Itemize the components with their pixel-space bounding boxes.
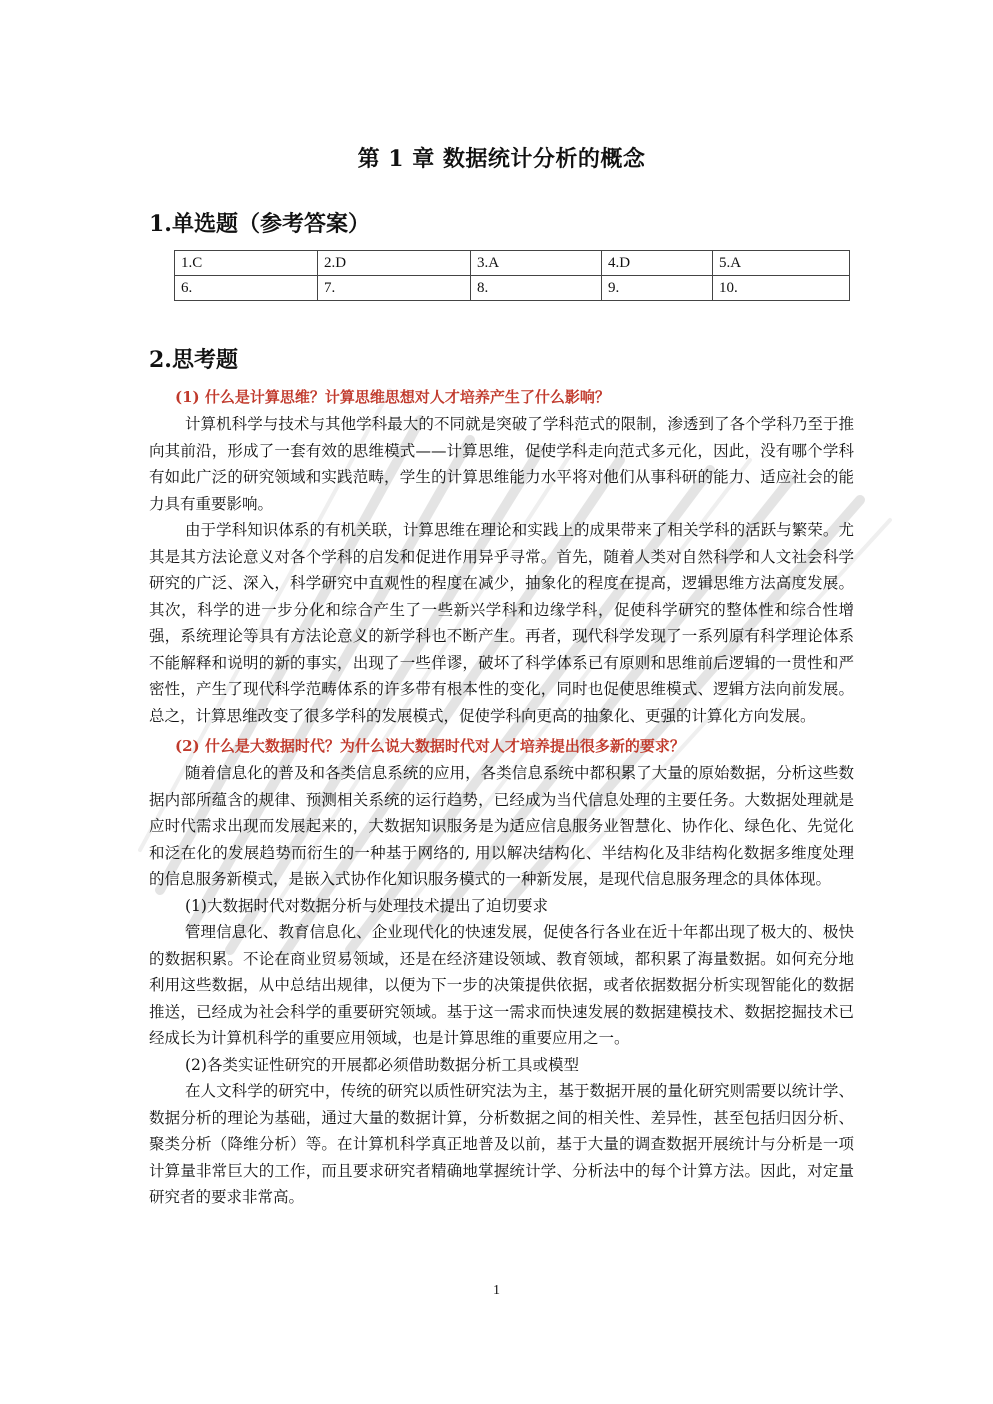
table-cell: 2.D [318, 251, 471, 276]
answer-table [174, 250, 850, 301]
table-cell: 7. [318, 276, 471, 301]
table-cell: 6. [175, 276, 318, 301]
page-number: 1 [493, 1283, 500, 1298]
table-row [175, 251, 850, 276]
question-1-paragraph-1: 计算机科学与技术与其他学科最大的不同就是突破了学科范式的限制，渗透到了各个学科乃至于推向其前沿，形成了一套有效的思维模式——计算思维，促使学科走向范式多元化，因此，没有哪个学科有如此广泛的研究领域和实践范畴，学生的计算思维能力水平将对他们从事科研的能力、适应社会的能力具有重要影响。 [149, 415, 854, 513]
section-title-thinking-questions: 2.思考题 [149, 347, 238, 373]
table-cell: 10. [713, 276, 850, 301]
question-2-paragraph-2: 管理信息化、教育信息化、企业现代化的快速发展，促使各行各业在近十年都出现了极大的、极快的数据积累。不论在商业贸易领域，还是在经济建设领域、教育领域，都积累了海量数据。如何充分地利用这些数据，从中总结出规律，以便为下一步的决策提供依据，或者依据数据分析实现智能化的数据推送，已经成为社会科学的重要研究领域。基于这一需求而快速发展的数据建模技术、数据挖掘技术已经成长为计算机科学的重要应用领域，也是计算思维的重要应用之一。 [149, 923, 854, 1047]
document-page [149, 130, 854, 1211]
question-2-paragraph-1: 随着信息化的普及和各类信息系统的应用，各类信息系统中都积累了大量的原始数据，分析这些数据内部所蕴含的规律、预测相关系统的运行趋势，已经成为当代信息处理的主要任务。大数据处理就是应时代需求出现而发展起来的，大数据知识服务是为适应信息服务业智慧化、协作化、绿色化、先觉化和泛在化的发展趋势而衍生的一种基于网络的, 用以解决结构化、半结构化及非结构化数据多维度处理的信息服务新模式，是嵌入式协作化知识服务模式的一种新发展，是现代信息服务理念的具体体现。 [149, 764, 854, 888]
table-cell: 8. [471, 276, 602, 301]
question-1-heading: (1) 什么是计算思维？计算思维思想对人才培养产生了什么影响？ [175, 388, 610, 406]
question-2-heading: (2) 什么是大数据时代？为什么说大数据时代对人才培养提出很多新的要求？ [175, 737, 685, 755]
chapter-title: 第 1 章 数据统计分析的概念 [357, 146, 646, 172]
table-cell: 4.D [602, 251, 713, 276]
question-1-paragraph-2: 由于学科知识体系的有机关联，计算思维在理论和实践上的成果带来了相关学科的活跃与繁荣。尤其是其方法论意义对各个学科的启发和促进作用异乎寻常。首先，随着人类对自然科学和人文社会科学研究的广泛、深入，科学研究中直观性的程度在减少，抽象化的程度在提高，逻辑思维方法高度发展。其次，科学的进一步分化和综合产生了一些新兴学科和边缘学科，促使科学研究的整体性和综合性增强，系统理论等具有方法论意义的新学科也不断产生。再者，现代科学发现了一系列原有科学理论体系不能解释和说明的新的事实，出现了一些佯谬，破坏了科学体系已有原则和思维前后逻辑的一贯性和严密性，产生了现代科学范畴体系的许多带有根本性的变化，同时也促使思维模式、逻辑方法向前发展。总之，计算思维改变了很多学科的发展模式，促使学科向更高的抽象化、更强的计算化方向发展。 [149, 521, 854, 725]
question-2-subheading-2: (2)各类实证性研究的开展都必须借助数据分析工具或模型 [185, 1055, 579, 1074]
table-cell: 9. [602, 276, 713, 301]
table-cell: 5.A [713, 251, 850, 276]
table-row [175, 276, 850, 301]
question-2-paragraph-3: 在人文科学的研究中，传统的研究以质性研究法为主，基于数据开展的量化研究则需要以统计学、数据分析的理论为基础，通过大量的数据计算，分析数据之间的相关性、差异性，甚至包括归因分析、聚类分析（降维分析）等。在计算机科学真正地普及以前，基于大量的调查数据开展统计与分析是一项计算量非常巨大的工作，而且要求研究者精确地掌握统计学、分析法中的每个计算方法。因此，对定量研究者的要求非常高。 [149, 1082, 854, 1206]
table-cell: 3.A [471, 251, 602, 276]
question-2-subheading-1: (1)大数据时代对数据分析与处理技术提出了迫切要求 [185, 896, 548, 915]
section-title-single-choice: 1.单选题（参考答案） [149, 211, 370, 237]
table-cell: 1.C [175, 251, 318, 276]
